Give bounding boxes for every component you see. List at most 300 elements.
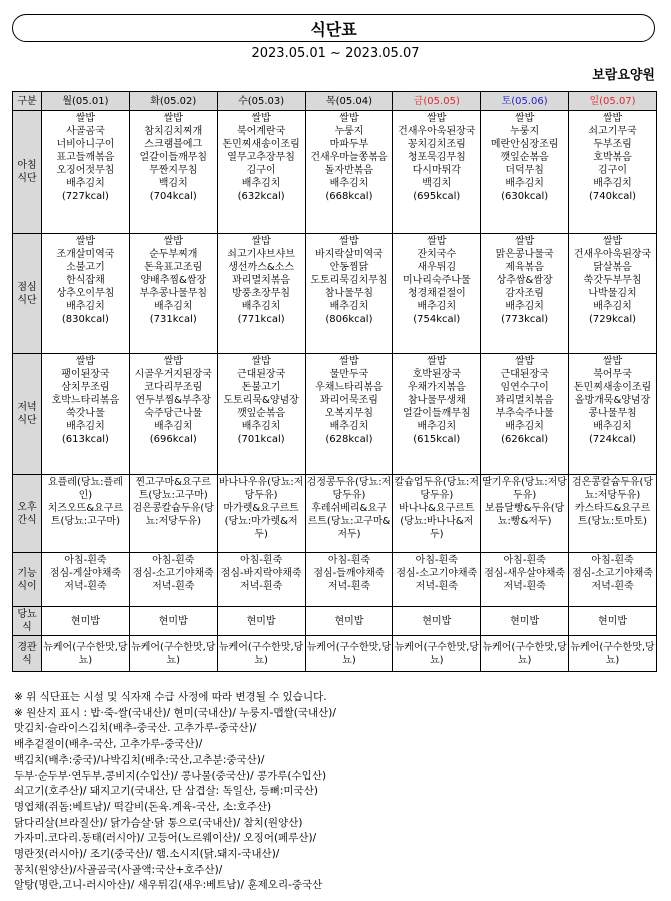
menu-item: 연두부찜&부추장 — [135, 395, 211, 406]
diabetic-cell — [42, 607, 130, 636]
diabetic-cell — [569, 607, 657, 636]
menu-item: 사골곰국 — [66, 126, 105, 137]
menu-item: 쇠고기무국 — [588, 126, 637, 137]
tube-cell — [305, 636, 393, 672]
menu-item: 점심-소고기야채죽 — [396, 568, 478, 579]
menu-item: 누룽지 — [510, 126, 540, 137]
menu-item: 참나물무생채 — [407, 395, 466, 406]
menu-item: 숙주당근나물 — [144, 408, 203, 419]
menu-item: 돈육표고조림 — [144, 262, 203, 273]
menu-item: 쌀밥 — [602, 356, 623, 367]
dinner-cell — [305, 354, 393, 475]
menu-item: 감자조림 — [505, 288, 544, 299]
menu-item: 쇠고기샤브샤브 — [227, 249, 295, 260]
menu-item: 코다리무조림 — [144, 382, 203, 393]
menu-item: 부추숙주나물 — [495, 408, 554, 419]
menu-item: 쌀밥 — [163, 113, 183, 124]
menu-item: 쌀밥 — [251, 356, 271, 367]
menu-item: (773kcal) — [501, 314, 549, 325]
menu-item: 꽈리어묵조림 — [319, 395, 378, 406]
snack-cell — [129, 475, 217, 553]
row-label-line: 기능 — [17, 567, 37, 579]
row-label-line: 오후 — [17, 501, 37, 513]
menu-item: 무짠지무침 — [149, 165, 198, 176]
lunch-label — [13, 234, 42, 354]
menu-body — [13, 111, 657, 672]
header-row — [13, 92, 657, 111]
menu-item: 쌀밥 — [163, 236, 183, 247]
breakfast-cell — [569, 111, 657, 234]
menu-item: 아침-흰죽 — [503, 555, 546, 566]
menu-item: 요플레(당뇨:플레인) — [47, 477, 123, 501]
menu-item: 꽁치김치조림 — [407, 139, 466, 150]
menu-item: 현미밥 — [422, 615, 452, 627]
menu-item: (771kcal) — [237, 314, 285, 325]
snack-label — [13, 475, 42, 553]
functional-cell — [569, 553, 657, 607]
menu-item: 배추김치 — [417, 421, 457, 432]
tube-label — [13, 636, 42, 672]
note-line: 쇠고기(호주산)/ 돼지고기(국내산, 단 삼겹살: 독일산, 등뼈:미국산) — [14, 785, 318, 798]
menu-item: 배추김치 — [593, 421, 632, 432]
row-label-line: 식이 — [17, 580, 37, 592]
menu-item: 우채가지볶음 — [407, 382, 466, 393]
menu-item: (731kcal) — [149, 314, 197, 325]
menu-item: (701kcal) — [237, 434, 285, 445]
menu-item: 북어무국 — [593, 369, 632, 380]
menu-item: 아침-흰죽 — [415, 555, 458, 566]
menu-item: 쌀밥 — [427, 236, 447, 247]
menu-item: (613kcal) — [61, 434, 109, 445]
dinner-cell — [129, 354, 217, 475]
menu-item: 배추김치 — [153, 301, 193, 312]
lunch-cell — [42, 234, 130, 354]
day-header-fri: 금(05.05) — [393, 92, 481, 111]
menu-item: 조개살미역국 — [56, 249, 115, 260]
menu-item: 호박볶음 — [593, 152, 632, 163]
menu-item: 김구이 — [598, 165, 628, 176]
menu-item: 백김치 — [158, 178, 188, 189]
facility-name: 보람요양원 — [592, 68, 655, 83]
functional-label — [13, 553, 42, 607]
day-header-mon: 월(05.01) — [42, 92, 130, 111]
row-label-line: 저녁 — [17, 402, 37, 413]
lunch-cell — [569, 234, 657, 354]
menu-item: 쌀밥 — [427, 113, 447, 124]
menu-item: 건새우아욱된장국 — [573, 249, 652, 260]
menu-item: 호박된장국 — [412, 369, 461, 380]
menu-item: (632kcal) — [237, 191, 285, 202]
menu-item: 쌀밥 — [75, 113, 96, 124]
menu-item: 배추김치 — [241, 301, 281, 312]
menu-item: 제육볶음 — [505, 262, 544, 273]
lunch-row — [13, 234, 657, 354]
menu-item: 배추김치 — [329, 421, 369, 432]
snack-cell — [305, 475, 393, 553]
menu-item: 방풍초장무침 — [232, 288, 291, 299]
menu-item: 쌀밥 — [339, 113, 359, 124]
menu-item: 나박물김치 — [588, 288, 637, 299]
day-header-tue: 화(05.02) — [129, 92, 217, 111]
tube-cell — [393, 636, 481, 672]
menu-item: 다시마튀각 — [412, 165, 461, 176]
menu-item: 뉴케어(구수한맛,당뇨) — [131, 641, 216, 666]
menu-item: 쌀밥 — [163, 356, 183, 367]
menu-item: 보름달빵&두유(당뇨:빵&저두) — [484, 503, 565, 527]
menu-item: 뉴케어(구수한맛,당뇨) — [394, 641, 479, 666]
diabetic-cell — [481, 607, 569, 636]
menu-item: 상추쌈&쌈장 — [496, 275, 553, 286]
menu-item: 얼갈이들깨무침 — [139, 152, 208, 163]
day-header-thu: 목(05.04) — [305, 92, 393, 111]
menu-item: 쌀밥 — [602, 113, 623, 124]
snack-cell — [569, 475, 657, 553]
row-label-line: 당뇨 — [17, 609, 37, 620]
day-header-sun: 일(05.07) — [569, 92, 657, 111]
menu-item: 새우튀김 — [417, 262, 457, 273]
menu-item: 북어계란국 — [236, 126, 286, 137]
row-label-line: 식 — [22, 654, 32, 666]
menu-item: 임연수구이 — [500, 382, 549, 393]
menu-item: 쌀밥 — [75, 236, 96, 247]
menu-item: (668kcal) — [325, 191, 373, 202]
menu-item: 돈민찌새송이조림 — [222, 139, 300, 150]
row-label-line: 식단 — [17, 173, 37, 184]
menu-item: 표고들깨볶음 — [56, 152, 115, 163]
note-line: 맛김치·슬라이스김치(배추-중국산. 고추가루-중국산)/ — [14, 722, 257, 735]
note-line: 가자미.코다리.동태(러시아)/ 고등어(노르웨이산)/ 오징어(페루산)/ — [14, 832, 317, 845]
row-label-line: 점심 — [17, 281, 37, 293]
menu-item: 배추김치 — [153, 421, 193, 432]
lunch-cell — [129, 234, 217, 354]
day-header-sat: 토(05.06) — [481, 92, 569, 111]
dinner-cell — [217, 354, 305, 475]
snack-cell — [393, 475, 481, 553]
menu-item: 근대된장국 — [500, 369, 549, 380]
menu-item: 배추김치 — [329, 301, 369, 312]
tube-cell — [481, 636, 569, 672]
menu-item: 백김치 — [422, 178, 452, 189]
menu-item: 소불고기 — [66, 262, 105, 273]
menu-item: (754kcal) — [413, 314, 461, 325]
menu-item: 치즈오뜨&요구르트(당뇨:고구마) — [47, 503, 124, 527]
menu-item: 누룽지 — [334, 126, 364, 137]
menu-item: 물만두국 — [329, 369, 369, 380]
category-header: 구분 — [13, 92, 42, 111]
menu-item: 저녁-흰죽 — [64, 581, 107, 592]
menu-title: 식단표 — [12, 14, 655, 42]
note-line: 알탕(명란,고니-러시아산)/ 새우튀김(새우:베트남)/ 훈제오리-중국산 — [14, 879, 323, 892]
menu-item: 뉴케어(구수한맛,당뇨) — [570, 641, 655, 666]
menu-item: 현미밥 — [246, 615, 276, 627]
menu-item: 후레쉬베리&요구르트(당뇨:고구마&저두) — [307, 503, 391, 540]
menu-item: 쌀밥 — [514, 356, 535, 367]
menu-item: (696kcal) — [149, 434, 197, 445]
menu-item: (806kcal) — [325, 314, 373, 325]
menu-item: 호박느타리볶음 — [51, 395, 120, 406]
menu-item: 바지락살미역국 — [315, 249, 383, 260]
diabetic-row — [13, 607, 657, 636]
lunch-cell — [481, 234, 569, 354]
menu-item: 점심-소고기야채죽 — [572, 568, 653, 579]
menu-item: (704kcal) — [149, 191, 197, 202]
snack-cell — [481, 475, 569, 553]
row-label-line: 경관 — [17, 641, 37, 653]
menu-item: 쌀밥 — [514, 236, 535, 247]
menu-item: 배추김치 — [593, 178, 632, 189]
breakfast-row — [13, 111, 657, 234]
menu-item: 아침-흰죽 — [239, 555, 283, 566]
functional-cell — [129, 553, 217, 607]
menu-item: 깻잎순볶음 — [500, 152, 549, 163]
menu-item: 배추김치 — [241, 421, 281, 432]
menu-item: 근대된장국 — [236, 369, 286, 380]
menu-item: 카스타드&요구르트(당뇨:토마토) — [574, 503, 651, 527]
menu-item: 뉴케어(구수한맛,당뇨) — [482, 641, 567, 666]
tube-cell — [129, 636, 217, 672]
menu-item: 생선까스&소스 — [228, 262, 294, 273]
menu-item: 콩나물무침 — [588, 408, 637, 419]
menu-item: 저녁-흰죽 — [591, 581, 634, 592]
note-line: 명란젓(러시아)/ 조기(중국산)/ 햄.소시지(닭.돼지-국내산)/ — [14, 848, 280, 861]
menu-item: 배추김치 — [417, 301, 457, 312]
menu-item: 아침-흰죽 — [327, 555, 371, 566]
breakfast-cell — [481, 111, 569, 234]
menu-item: 미나리숙주나물 — [402, 275, 471, 286]
menu-item: 스크램블에그 — [144, 139, 203, 150]
menu-item: 쌀밥 — [251, 113, 271, 124]
menu-item: 쌀밥 — [251, 236, 271, 247]
menu-item: 시골우거지된장국 — [134, 369, 212, 380]
menu-item: 배추김치 — [66, 178, 105, 189]
menu-item: 점심-바지락야채죽 — [220, 568, 302, 579]
functional-cell — [393, 553, 481, 607]
menu-item: (628kcal) — [325, 434, 373, 445]
menu-item: 점심-소고기야채죽 — [132, 568, 214, 579]
menu-item: 건새우아욱된장국 — [398, 126, 476, 137]
menu-item: (830kcal) — [61, 314, 109, 325]
note-line: 배추겉절이(배추-국산, 고추가루-중국산)/ — [14, 738, 203, 751]
menu-item: 두부조림 — [593, 139, 632, 150]
menu-item: 뉴케어(구수한맛,당뇨) — [306, 641, 392, 666]
menu-item: 깻잎순볶음 — [236, 408, 286, 419]
lunch-cell — [217, 234, 305, 354]
breakfast-cell — [42, 111, 130, 234]
menu-item: 배추김치 — [505, 301, 544, 312]
menu-item: 쑥갓두부무침 — [583, 275, 642, 286]
menu-item: 점심-들깨야채죽 — [313, 568, 385, 579]
menu-item: 돈불고기 — [241, 382, 281, 393]
menu-item: 현미밥 — [510, 615, 540, 627]
menu-item: (724kcal) — [588, 434, 637, 445]
menu-item: 안동찜닭 — [329, 262, 369, 273]
menu-item: 저녁-흰죽 — [239, 581, 283, 592]
menu-item: 순두부찌개 — [149, 249, 198, 260]
menu-item: 바나나&요구르트(당뇨:바나나&저두) — [399, 503, 475, 540]
menu-item: 꽈리멸치볶음 — [232, 275, 291, 286]
menu-item: 검은콩칼슘두유(당뇨:저당두유) — [571, 477, 654, 501]
menu-item: 배추김치 — [329, 178, 369, 189]
menu-item: 삼치무조림 — [61, 382, 110, 393]
note-line: ※ 위 식단표는 시설 및 식자재 수급 사정에 따라 변경될 수 있습니다. — [14, 691, 327, 703]
menu-item: 열무고추장무침 — [227, 152, 295, 163]
menu-item: (740kcal) — [588, 191, 637, 202]
menu-item: 배추김치 — [66, 421, 105, 432]
diabetic-cell — [129, 607, 217, 636]
menu-item: 쌀밥 — [514, 113, 535, 124]
menu-item: 한식잡채 — [66, 275, 105, 286]
tube-cell — [569, 636, 657, 672]
menu-item: 돈민찌새송이조림 — [573, 382, 652, 393]
menu-item: 오징어젓무침 — [56, 165, 115, 176]
menu-item: 배추김치 — [66, 301, 105, 312]
menu-item: 닭살볶음 — [593, 262, 632, 273]
dinner-label — [13, 354, 42, 475]
diabetic-cell — [305, 607, 393, 636]
menu-item: 점심-새우살야채죽 — [484, 568, 566, 579]
menu-item: 양배추찜&쌈장 — [140, 275, 207, 286]
functional-row — [13, 553, 657, 607]
menu-item: 칼슘업두유(당뇨:저당두유) — [394, 477, 480, 501]
functional-cell — [42, 553, 130, 607]
dinner-cell — [481, 354, 569, 475]
menu-item: 저녁-흰죽 — [327, 581, 371, 592]
tube-cell — [217, 636, 305, 672]
lunch-cell — [305, 234, 393, 354]
menu-item: 김구이 — [246, 165, 276, 176]
weekly-menu-table — [12, 91, 657, 672]
day-header-wed: 수(05.03) — [217, 92, 305, 111]
menu-item: 참나물무침 — [324, 288, 374, 299]
menu-item: 도토리묵김치무침 — [310, 275, 388, 286]
row-label-line: 식단 — [17, 415, 37, 426]
menu-item: 맑은콩나물국 — [495, 249, 554, 260]
row-label-line: 아침 — [17, 160, 37, 171]
note-line: ※ 원산지 표시 : 밥·죽-쌀(국내산)/ 현미(국내산)/ 누룽지-맵쌀(국내산)/ — [14, 706, 336, 719]
menu-item: 쌀밥 — [75, 356, 96, 367]
lunch-cell — [393, 234, 481, 354]
menu-item: 마파두부 — [329, 139, 369, 150]
functional-cell — [217, 553, 305, 607]
menu-item: 오복지무침 — [324, 408, 374, 419]
breakfast-label — [13, 111, 42, 234]
menu-item: 아침-흰죽 — [64, 555, 107, 566]
diabetic-label — [13, 607, 42, 636]
menu-item: 쑥갓나물 — [66, 408, 105, 419]
note-line: 백김치(배추:중국)/나박김치(배추:국산,고추분:중국산)/ — [14, 753, 265, 766]
menu-item: 꽈리멸치볶음 — [495, 395, 554, 406]
diabetic-cell — [217, 607, 305, 636]
menu-item: 팽이된장국 — [61, 369, 110, 380]
menu-item: 청포묵김무침 — [407, 152, 466, 163]
menu-item: 청경채겉절이 — [407, 288, 466, 299]
menu-item: 참치김치찌개 — [144, 126, 203, 137]
menu-item: 얼갈이들깨무침 — [402, 408, 471, 419]
menu-item: 배추김치 — [593, 301, 632, 312]
breakfast-cell — [217, 111, 305, 234]
note-line: 닭다리살(브라질산)/ 닭가슴살·닭 통으로(국내산)/ 참치(원양산) — [14, 816, 303, 829]
menu-item: (630kcal) — [501, 191, 549, 202]
menu-item: (729kcal) — [588, 314, 637, 325]
menu-item: 더덕무침 — [505, 165, 544, 176]
menu-item: 건새우마늘쫑볶음 — [310, 152, 388, 163]
menu-item: 검은콩칼슘두유(당뇨:저당두유) — [132, 503, 214, 527]
menu-item: (727kcal) — [61, 191, 109, 202]
menu-item: 도토리묵&양념장 — [223, 395, 299, 406]
menu-item: (626kcal) — [501, 434, 549, 445]
snack-row — [13, 475, 657, 553]
tube-cell — [42, 636, 130, 672]
dinner-row — [13, 354, 657, 475]
menu-item: 부추콩나물무침 — [139, 288, 208, 299]
menu-item: 현미밥 — [334, 615, 364, 627]
menu-item: (615kcal) — [413, 434, 461, 445]
menu-item: 검정콩두유(당뇨:저당두유) — [306, 477, 392, 501]
breakfast-cell — [393, 111, 481, 234]
functional-cell — [481, 553, 569, 607]
menu-item: (695kcal) — [413, 191, 461, 202]
menu-item: 찐고구마&요구르트(당뇨:고구마) — [135, 477, 211, 501]
menu-item: 뉴케어(구수한맛,당뇨) — [218, 641, 304, 666]
menu-item: 쌀밥 — [339, 236, 359, 247]
menu-item: 뉴케어(구수한맛,당뇨) — [43, 641, 128, 666]
menu-item: 메란안심장조림 — [490, 139, 559, 150]
menu-item: 우채느타리볶음 — [315, 382, 383, 393]
menu-item: 상추오이무침 — [56, 288, 115, 299]
menu-item: 잔치국수 — [417, 249, 457, 260]
breakfast-cell — [305, 111, 393, 234]
menu-item: 바나나우유(당뇨:저당두유) — [218, 477, 304, 501]
snack-cell — [217, 475, 305, 553]
menu-item: 배추김치 — [241, 178, 281, 189]
menu-item: 현미밥 — [158, 615, 188, 627]
breakfast-cell — [129, 111, 217, 234]
menu-item: 점심-게살야채죽 — [49, 568, 122, 579]
snack-cell — [42, 475, 130, 553]
dinner-cell — [393, 354, 481, 475]
dinner-cell — [569, 354, 657, 475]
row-label-line: 식 — [22, 622, 32, 633]
note-line: 두부·순두부·연두부,콩비지(수입산)/ 콩나물(중국산)/ 콩가루(수입산) — [14, 769, 327, 782]
date-range: 2023.05.01 ~ 2023.05.07 — [251, 46, 420, 61]
menu-item: 마가렛&요구르트(당뇨:마가렛&저두) — [223, 503, 299, 540]
menu-item: 저녁-흰죽 — [415, 581, 458, 592]
row-label-line: 식단 — [17, 294, 37, 306]
menu-item: 아침-흰죽 — [152, 555, 195, 566]
tube-row — [13, 636, 657, 672]
menu-item: 딸기우유(당뇨:저당두유) — [482, 477, 567, 501]
menu-item: 현미밥 — [70, 615, 100, 627]
menu-item: 쌀밥 — [427, 356, 447, 367]
menu-item: 돌자반볶음 — [324, 165, 374, 176]
menu-item: 배추김치 — [505, 178, 544, 189]
row-label-line: 간식 — [17, 514, 37, 526]
dinner-cell — [42, 354, 130, 475]
menu-item: 현미밥 — [598, 615, 628, 627]
notes — [14, 690, 664, 894]
menu-item: 배추김치 — [505, 421, 544, 432]
note-line: 명엽채(쥐돔:베트남)/ 떡갈비(돈육.계육-국산, 소:호주산) — [14, 800, 272, 813]
diabetic-cell — [393, 607, 481, 636]
menu-item: 아침-흰죽 — [591, 555, 634, 566]
menu-item: 저녁-흰죽 — [152, 581, 195, 592]
menu-item: 너비아니구이 — [56, 139, 115, 150]
note-line: 꽁치(원양산)/사골곰국(사골액:국산+호주산)/ — [14, 863, 223, 876]
functional-cell — [305, 553, 393, 607]
menu-item: 저녁-흰죽 — [503, 581, 546, 592]
menu-item: 쌀밥 — [602, 236, 623, 247]
menu-item: 쌀밥 — [339, 356, 359, 367]
